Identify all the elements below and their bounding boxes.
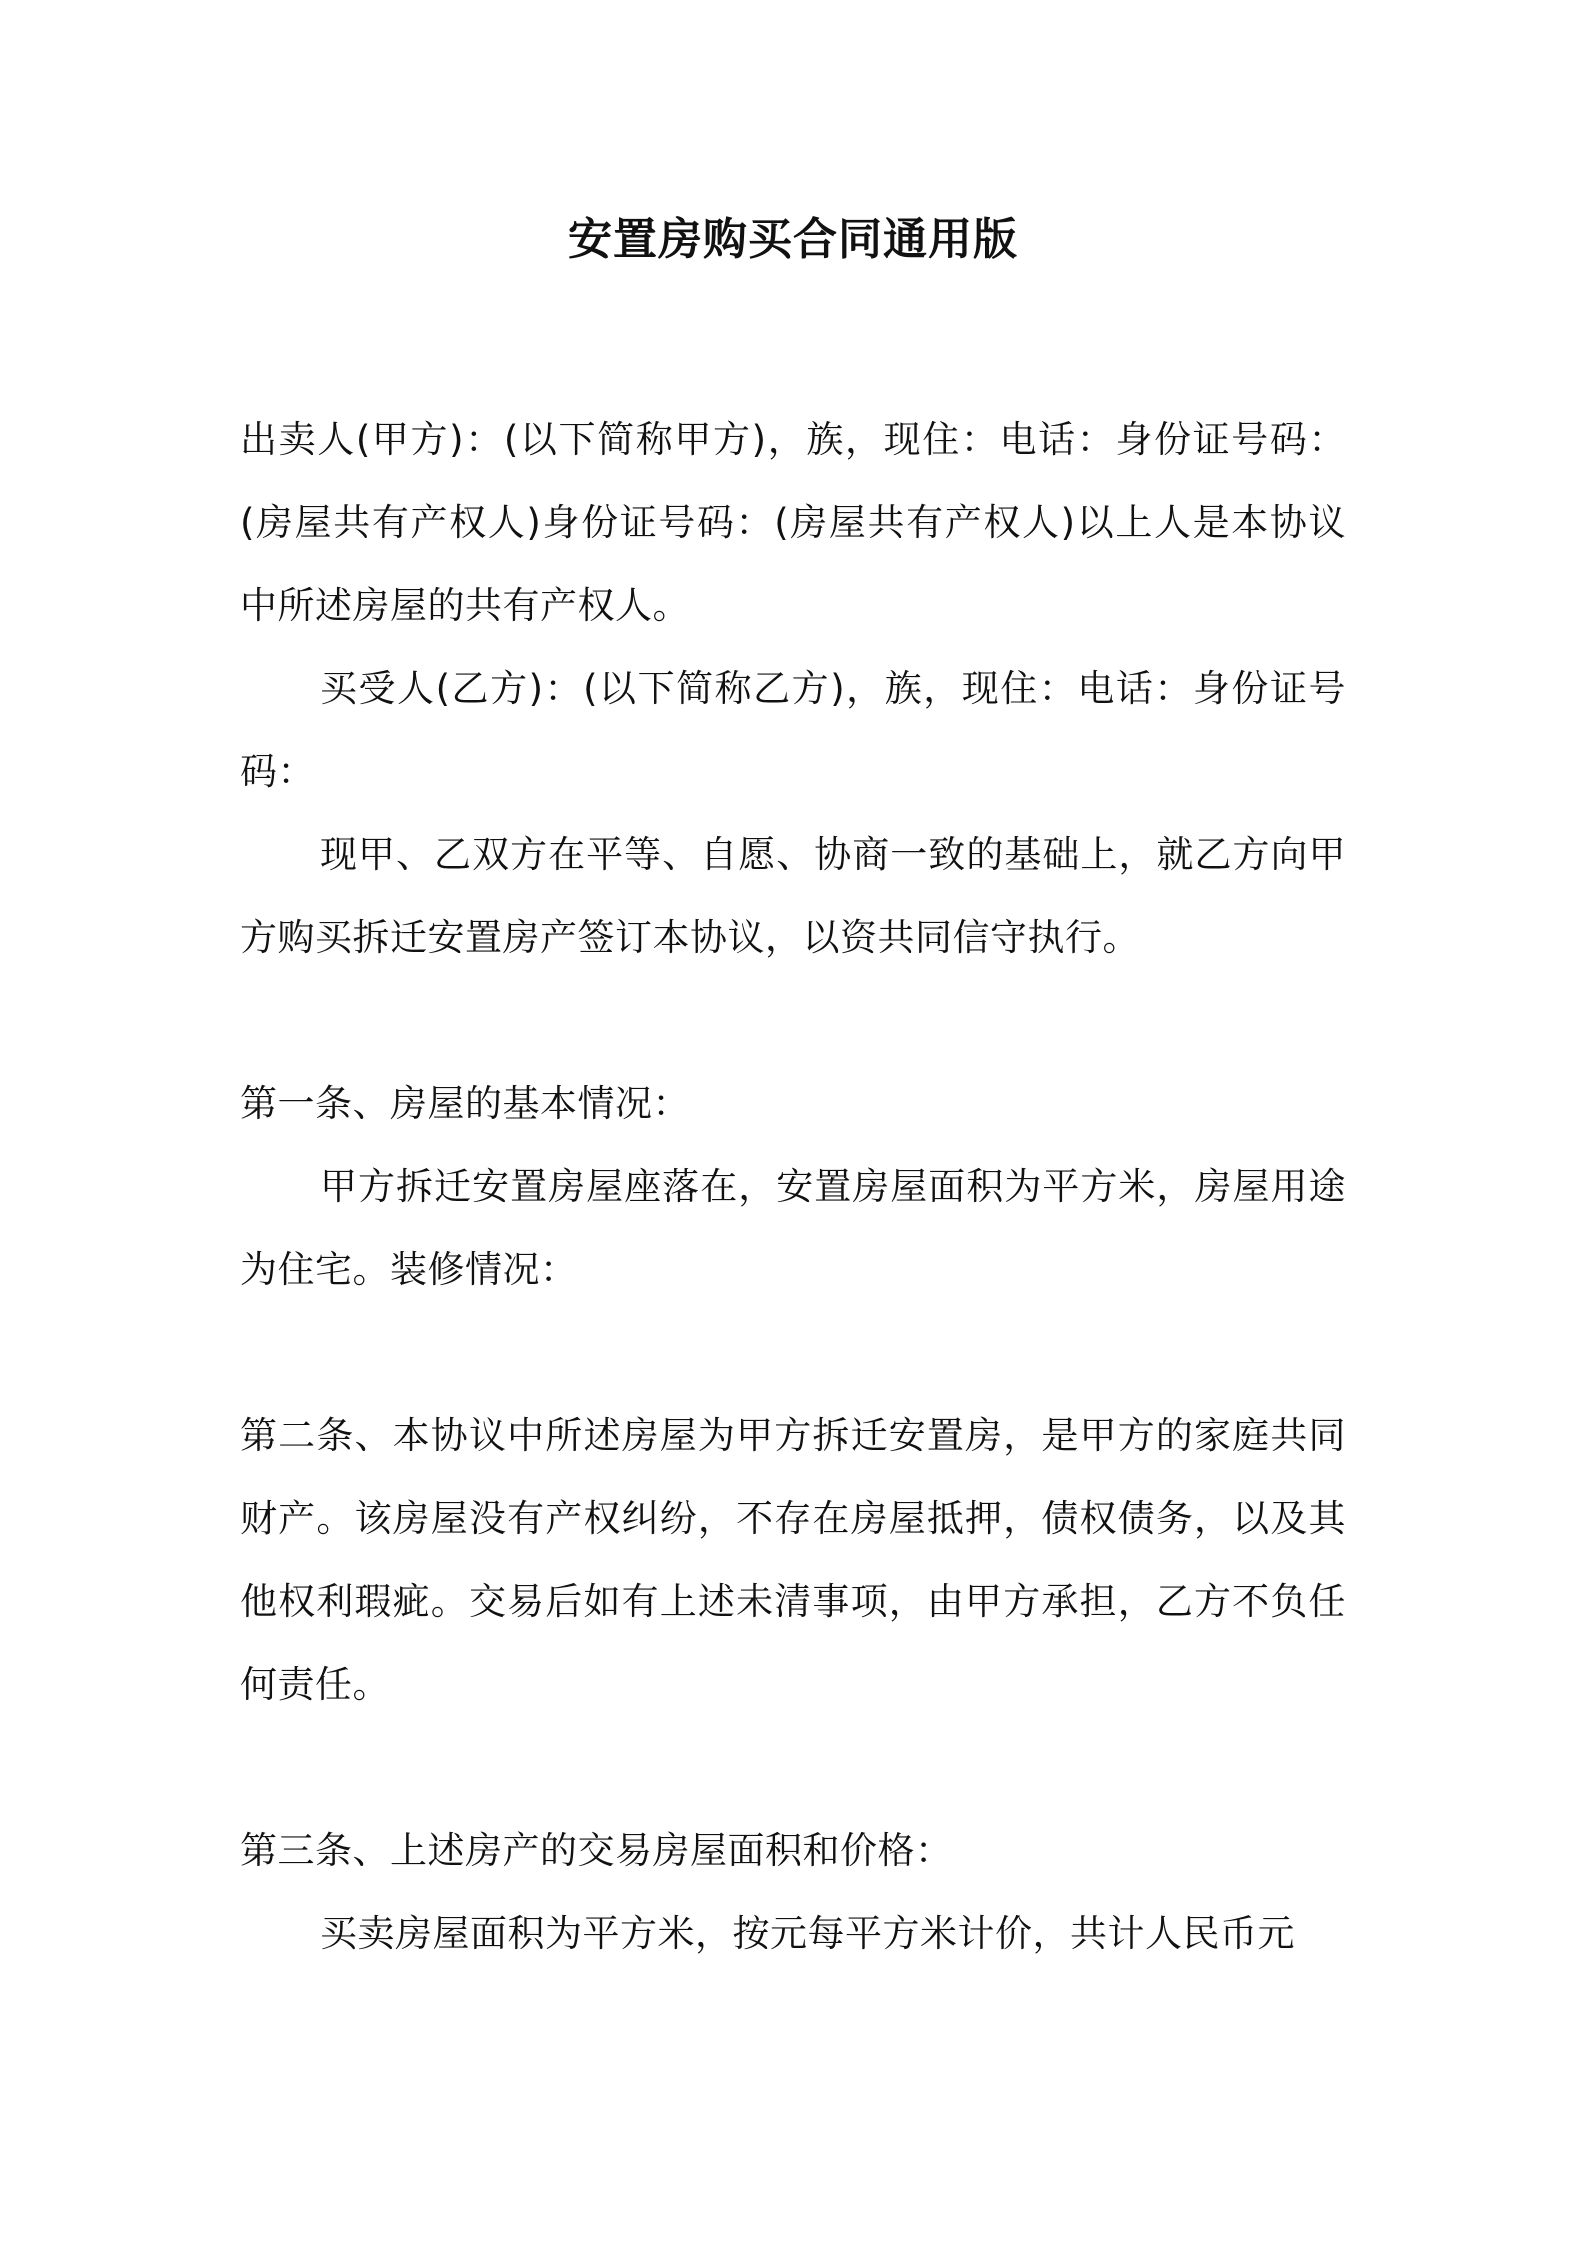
paragraph-seller: 出卖人(甲方)：(以下简称甲方)，族，现住：电话：身份证号码：(房屋共有产权人)身份证号码：(房屋共有产权人)以上人是本协议中所述房屋的共有产权人。: [240, 418, 1346, 627]
article-2-body: 第二条、本协议中所述房屋为甲方拆迁安置房，是甲方的家庭共同财产。该房屋没有产权纠纷，不存在房屋抵押，债权债务，以及其他权利瑕疵。交易后如有上述未清事项，由甲方承担，乙方不负任何责任。: [240, 1414, 1346, 1706]
article-3-heading: 第三条、上述房产的交易房屋面积和价格：: [240, 1829, 953, 1872]
article-3-body: 买卖房屋面积为平方米，按元每平方米计价，共计人民币元: [320, 1912, 1295, 1955]
paragraph-agreement-intro: 现甲、乙双方在平等、自愿、协商一致的基础上，就乙方向甲方购买拆迁安置房产签订本协议，以资共同信守执行。: [240, 833, 1346, 959]
document-body: [240, 398, 1346, 1975]
spacer: [240, 1726, 1346, 1809]
article-1-body: 甲方拆迁安置房屋座落在，安置房屋面积为平方米，房屋用途为住宅。装修情况：: [240, 1165, 1346, 1291]
spacer: [240, 1311, 1346, 1394]
paragraph-buyer: 买受人(乙方)：(以下简称乙方)，族，现住：电话：身份证号码：: [240, 667, 1346, 793]
document-title: 安置房购买合同通用版: [568, 214, 1018, 265]
spacer: [240, 979, 1346, 1062]
article-1-heading: 第一条、房屋的基本情况：: [240, 1082, 690, 1125]
